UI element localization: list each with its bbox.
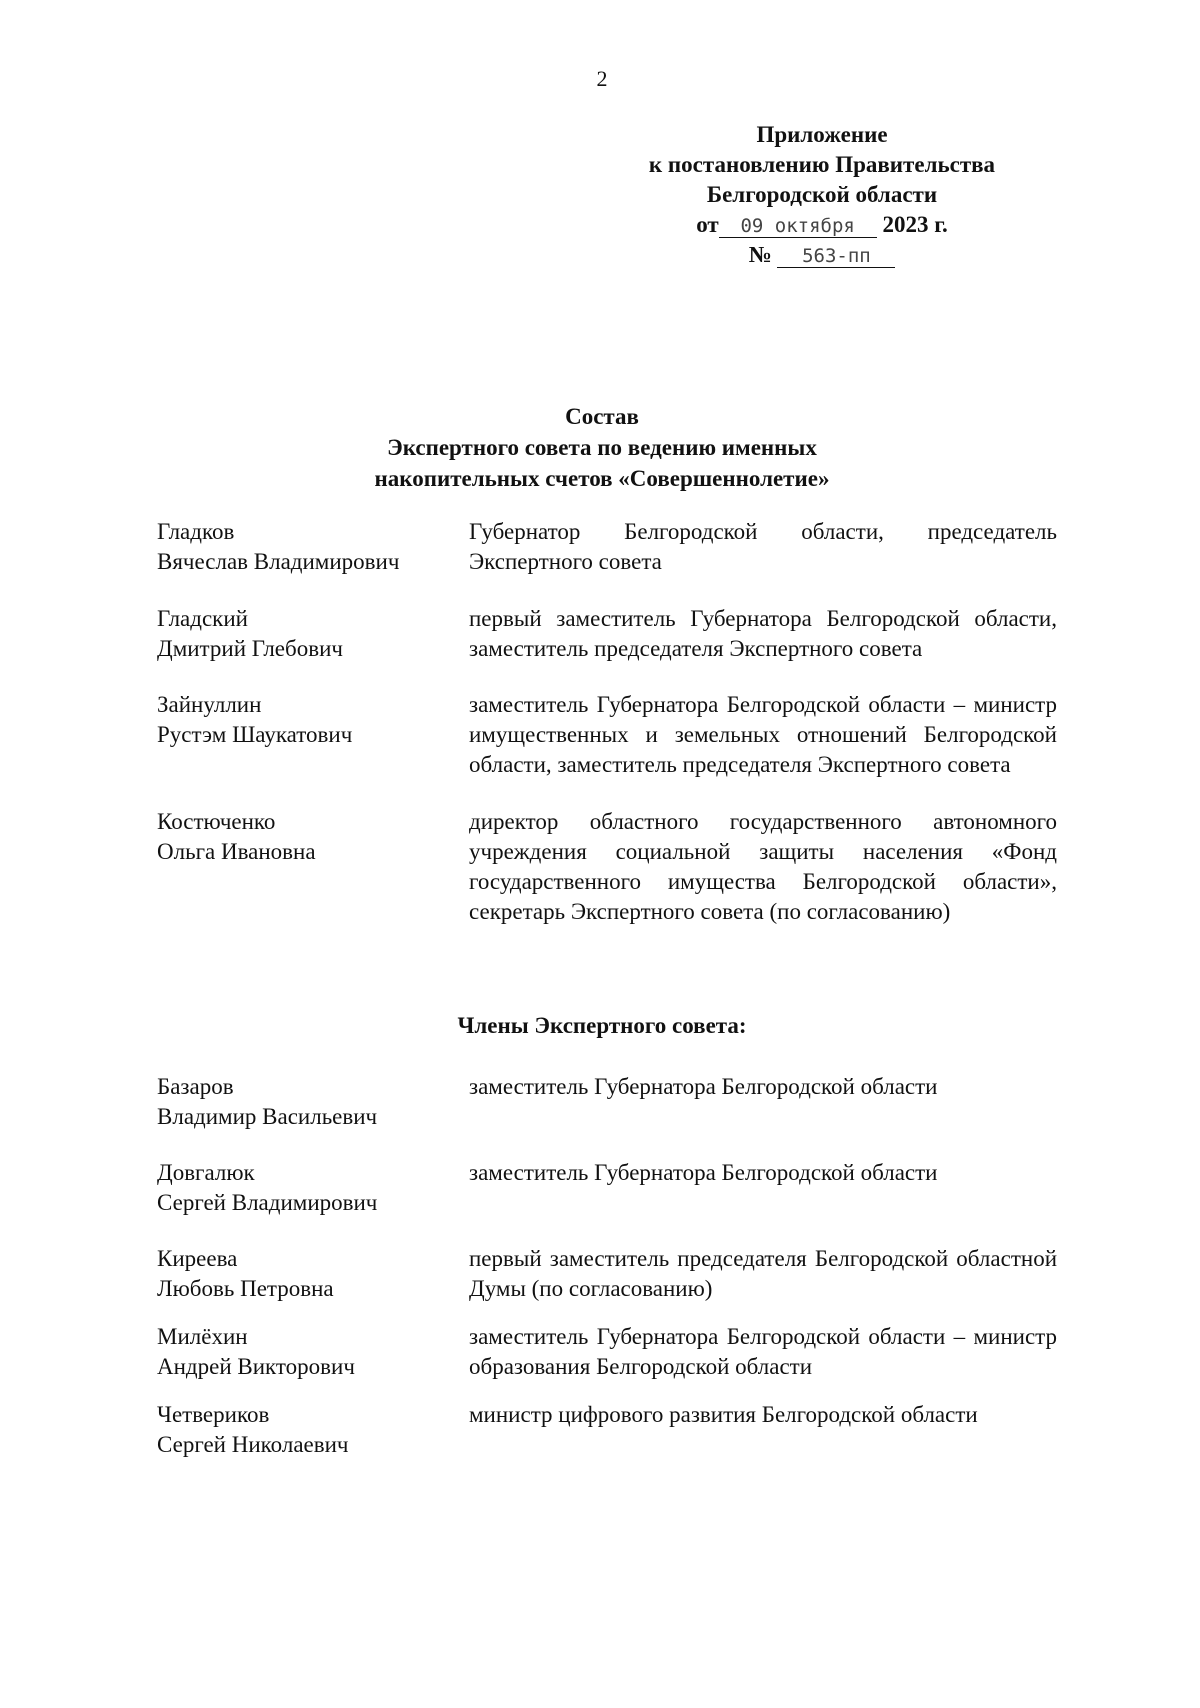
member-name [157,807,469,927]
list-item [157,1072,1057,1132]
member-surname: Гладский [157,606,248,631]
member-role: министр цифрового развития Белгородской области [469,1402,978,1427]
appendix-title: Приложение [756,122,888,147]
list-item [157,807,1057,927]
member-surname: Четвериков [157,1402,270,1427]
number-prefix: № [748,242,772,267]
member-role: заместитель Губернатора Белгородской области [469,1074,938,1099]
list-item [157,1244,1057,1304]
member-role: первый заместитель Губернатора Белгородской области, заместитель председателя Экспертного совета [469,606,1057,661]
appendix-number-line [600,240,1044,270]
member-given-name: Сергей Владимирович [157,1190,378,1215]
list-item [157,690,1057,780]
member-role: заместитель Губернатора Белгородской области – министр имущественных и земельных отношений Белгородской области, заместитель председателя Экспертного совета [469,692,1057,777]
member-role: первый заместитель председателя Белгородской областной Думы (по согласованию) [469,1246,1057,1301]
member-name [157,1400,469,1460]
member-surname: Киреева [157,1246,238,1271]
member-surname: Базаров [157,1074,234,1099]
members-list [157,1072,1057,1460]
member-role: заместитель Губернатора Белгородской области [469,1160,938,1185]
member-name [157,517,469,577]
appendix-date-line [600,210,1044,240]
member-given-name: Рустэм Шаукатович [157,722,353,747]
member-role: Губернатор Белгородской области, председатель Экспертного совета [469,519,1057,574]
member-given-name: Владимир Васильевич [157,1104,378,1129]
list-item [157,604,1057,664]
list-item [157,1158,1057,1218]
title-line-2: Экспертного совета по ведению именных [387,435,817,460]
member-surname: Зайнуллин [157,692,262,717]
member-name [157,1072,469,1132]
member-given-name: Сергей Николаевич [157,1432,349,1457]
document-title [0,401,1200,494]
title-line-3: накопительных счетов «Совершеннолетие» [374,466,830,491]
leadership-list [157,517,1057,927]
member-surname: Гладков [157,519,235,544]
member-name [157,690,469,780]
appendix-header [600,120,1044,270]
appendix-reference: к постановлению Правительства [648,152,996,177]
date-prefix: от [696,212,719,237]
page-number: 2 [596,66,608,91]
list-item [157,1400,1057,1460]
member-given-name: Вячеслав Владимирович [157,549,400,574]
list-item [157,1322,1057,1382]
member-role: директор областного государственного автономного учреждения социальной защиты населения «Фонд государственного имущества Белгородской области», секретарь Экспертного совета (по согласованию) [469,809,1057,924]
member-given-name: Любовь Петровна [157,1276,334,1301]
members-heading: Члены Экспертного совета: [457,1013,747,1038]
date-suffix: 2023 г. [882,212,948,237]
appendix-region: Белгородской области [706,182,938,207]
member-given-name: Ольга Ивановна [157,839,316,864]
date-field: 09 октября [719,215,877,238]
member-role: заместитель Губернатора Белгородской области – министр образования Белгородской области [469,1324,1057,1379]
member-surname: Милёхин [157,1324,248,1349]
member-name [157,1158,469,1218]
member-name [157,1244,469,1304]
member-given-name: Дмитрий Глебович [157,636,343,661]
member-surname: Костюченко [157,809,276,834]
number-field: 563-пп [777,245,895,268]
member-name [157,1322,469,1382]
member-surname: Довгалюк [157,1160,255,1185]
list-item [157,517,1057,577]
member-name [157,604,469,664]
title-line-1: Состав [565,404,639,429]
member-given-name: Андрей Викторович [157,1354,355,1379]
